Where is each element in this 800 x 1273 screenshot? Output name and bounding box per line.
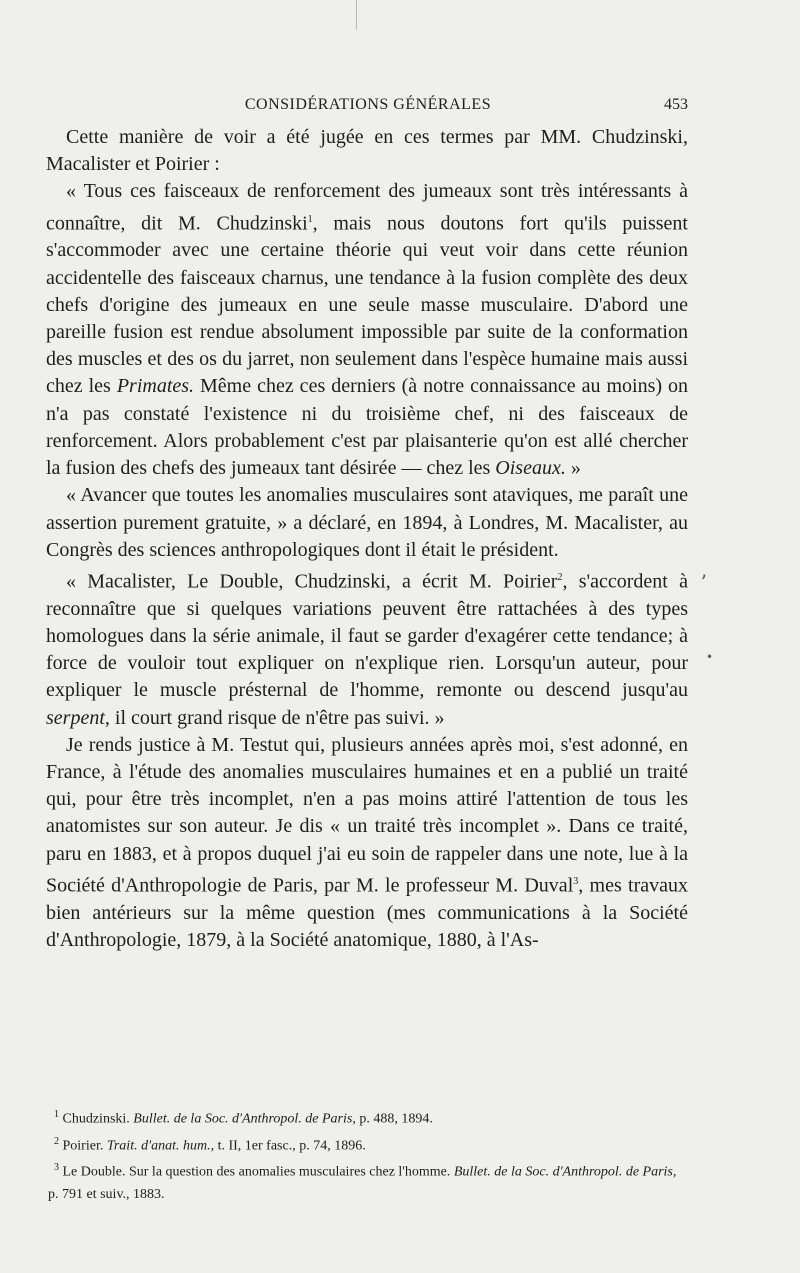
margin-dot-icon: •	[706, 650, 714, 664]
italic-primates: Primates.	[116, 375, 195, 398]
footnote-ref-2: 2	[557, 571, 563, 583]
footnote-ref-3: 3	[573, 875, 579, 887]
paragraph-4: « Macalister, Le Double, Chudzinski, a écrit M. Poirier$^2$, s'accordent à reconnaître que si quelques variations peuvent être rattachées à des types homologues dans la série animale, il faut se garder d'exagérer cette tendance; à force de vouloir tout expliquer on n'explique rien. Lorsqu'un auteur, pour expliquer le muscle présternal de l'homme, remonte ou descend jusqu'au serpent, il court grand risque de n'être pas suivi. »	[46, 570, 688, 729]
margin-mark-icon: ʼ	[700, 570, 707, 594]
paragraph-1: Cette manière de voir a été jugée en ces termes par MM. Chudzinski, Macalister et Poirier :	[46, 126, 688, 176]
scan-fold-line	[356, 0, 357, 30]
italic-oiseaux: Oiseaux.	[495, 457, 566, 480]
paragraph-5: Je rends justice à M. Testut qui, plusieurs années après moi, s'est adonné, en France, à l'étude des anomalies musculaires humaines et en a publié un traité qui, pour être très incomplet, n'en a pas moins attiré l'attention de tous les anatomistes sur son auteur. Je dis « un traité très incomplet ». Dans ce traité, paru en 1883, et à propos duquel j'ai eu soin de rappeler dans une note, lue à la Société d'Anthropologie de Paris, par M. le professeur M. Duval$^3$, mes travaux bien antérieurs sur la même question (mes communications à la Société d'Anthropologie, 1879, à la Société anatomique, 1880, à l'As-	[46, 733, 688, 951]
running-title: CONSIDÉRATIONS GÉNÉRALES	[244, 96, 492, 113]
footnote-1: $^1$ Chudzinski. Bullet. de la Soc. d'Anthropol. de Paris, p. 488, 1894.	[54, 1109, 433, 1127]
italic-serpent: serpent,	[46, 706, 110, 729]
page-number: 453	[664, 96, 688, 113]
footnote-ref-1: 1	[307, 213, 313, 225]
footnote-2: $^2$ Poirier. Trait. d'anat. hum., t. II, 1er fasc., p. 74, 1896.	[54, 1135, 366, 1154]
paragraph-3: « Avancer que toutes les anomalies musculaires sont ataviques, me paraît une assertion purement gratuite, » a déclaré, en 1894, à Londres, M. Macalister, au Congrès des sciences anthropologiques dont il était le président.	[46, 484, 688, 561]
page-header	[48, 96, 688, 120]
footnotes	[48, 1104, 688, 1206]
body-text	[46, 124, 688, 954]
footnote-3: $^3$ Le Double. Sur la question des anomalies musculaires chez l'homme. Bullet. de la Soc. d'Anthropol. de Paris, p. 791 et suiv., 1883.	[48, 1162, 677, 1202]
paragraph-2: « Tous ces faisceaux de renforcement des jumeaux sont très intéressants à connaître, dit M. Chudzinski$^1$, mais nous doutons fort qu'ils puissent s'accommoder avec une certaine théorie qui veut voir dans cette réunion accidentelle des faisceaux charnus, une tendance à la fusion complète des deux chefs d'origine des jumeaux en une seule masse musculaire. D'abord une pareille fusion est rendue absolument impossible par suite de la conformation des muscles et des os du jarret, non seulement dans l'espèce humaine mais aussi chez les Primates. Même chez ces derniers (à notre connaissance au moins) on n'a pas constaté l'existence ni du troisième chef, ni des faisceaux de renforcement. Alors probablement c'est par plaisanterie qu'on est allé chercher la fusion des chefs des jumeaux tant désirée — chez les Oiseaux. »	[46, 180, 689, 480]
